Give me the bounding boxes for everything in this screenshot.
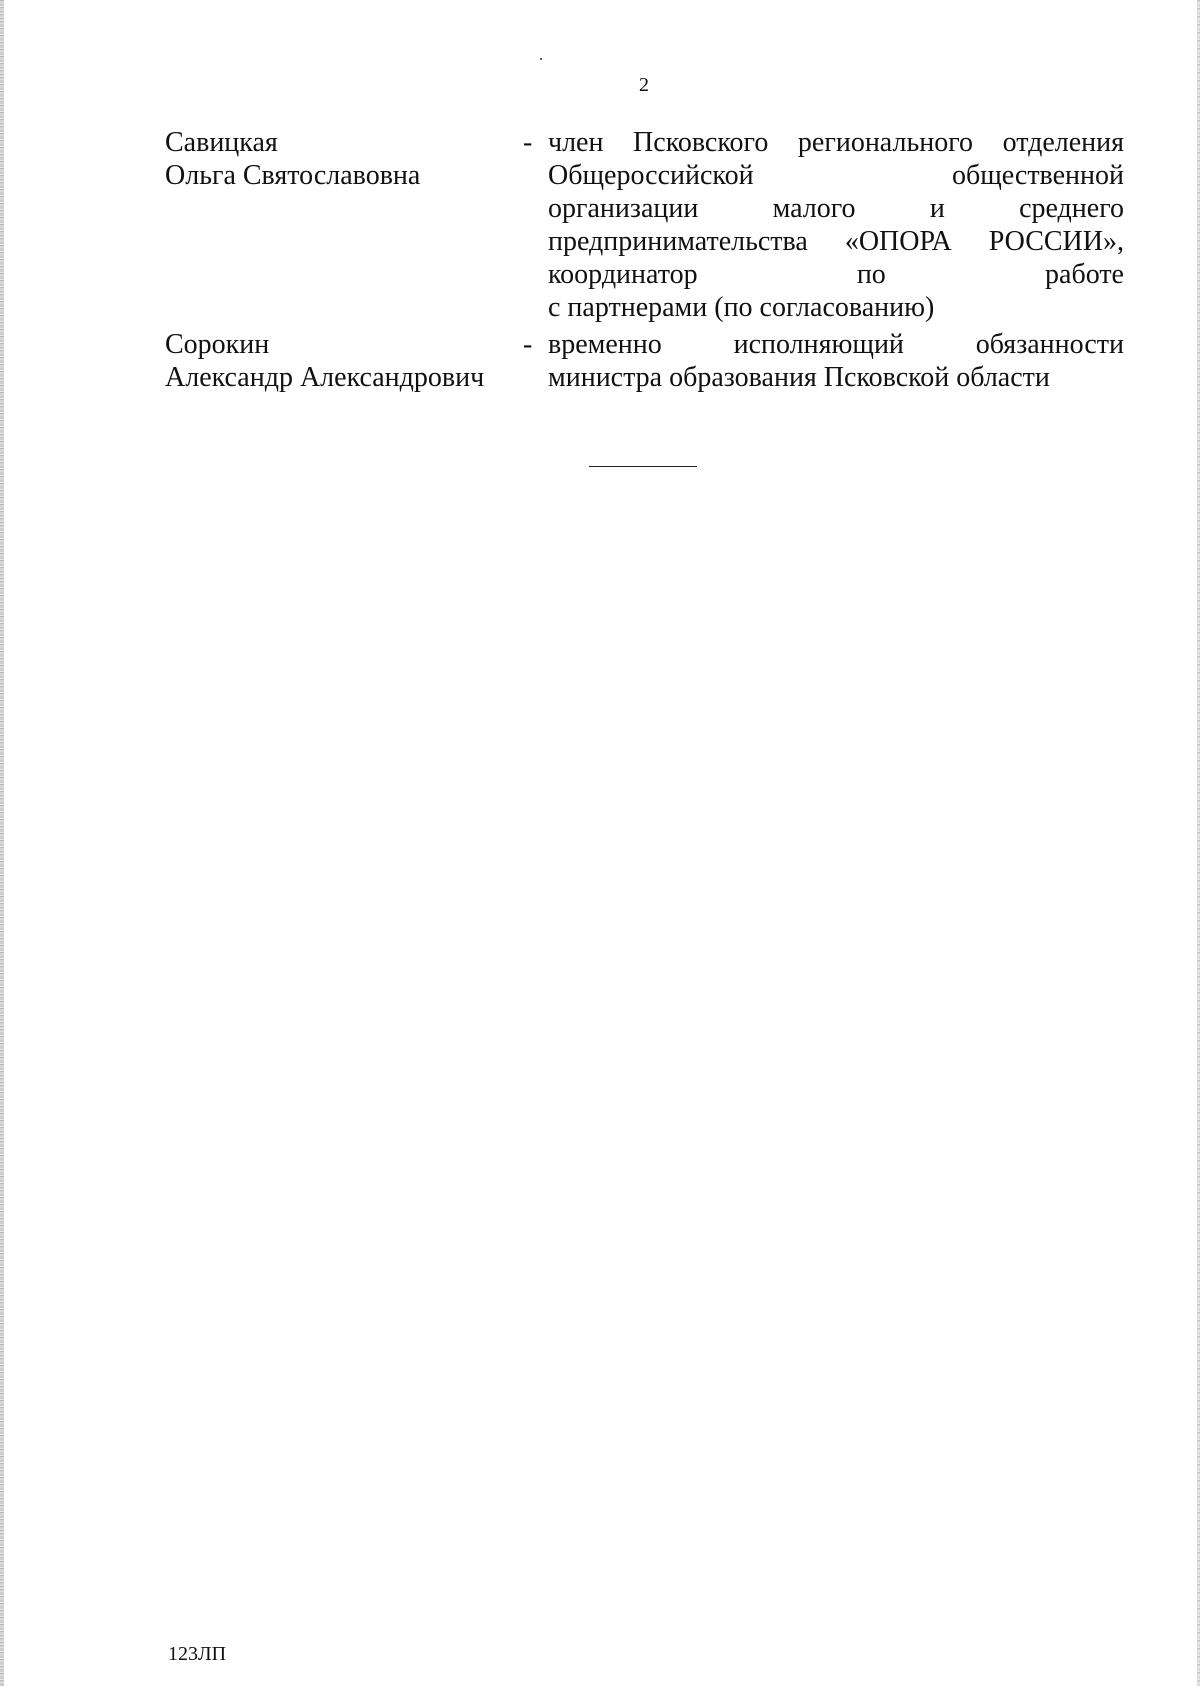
description-line: министра образования Псковской области — [548, 362, 1050, 393]
member-surname: Савицкая — [165, 127, 278, 158]
scan-edge-left — [0, 0, 4, 1686]
member-description — [548, 126, 1124, 324]
member-description — [548, 328, 1124, 394]
description-line: с партнерами (по согласованию) — [548, 292, 935, 323]
page-number: 2 — [639, 74, 649, 96]
description-line: координатор по работе — [548, 259, 1124, 290]
scan-speck — [540, 58, 542, 60]
member-name — [165, 126, 515, 192]
description-line: временно исполняющий обязанности — [548, 329, 1124, 360]
member-given-names: Александр Александрович — [165, 362, 485, 393]
document-code: 123ЛП — [168, 1643, 227, 1665]
closing-rule — [589, 466, 697, 467]
member-name — [165, 328, 515, 394]
description-line: член Псковского регионального отделения — [548, 127, 1124, 158]
description-line: Общероссийской общественной — [548, 160, 1124, 191]
description-line: организации малого и среднего — [548, 193, 1124, 224]
dash-separator: - — [523, 127, 533, 158]
dash-separator: - — [523, 329, 533, 360]
description-line: предпринимательства «ОПОРА РОССИИ», — [548, 226, 1124, 257]
member-given-names: Ольга Святославовна — [165, 160, 421, 191]
member-surname: Сорокин — [165, 329, 270, 360]
